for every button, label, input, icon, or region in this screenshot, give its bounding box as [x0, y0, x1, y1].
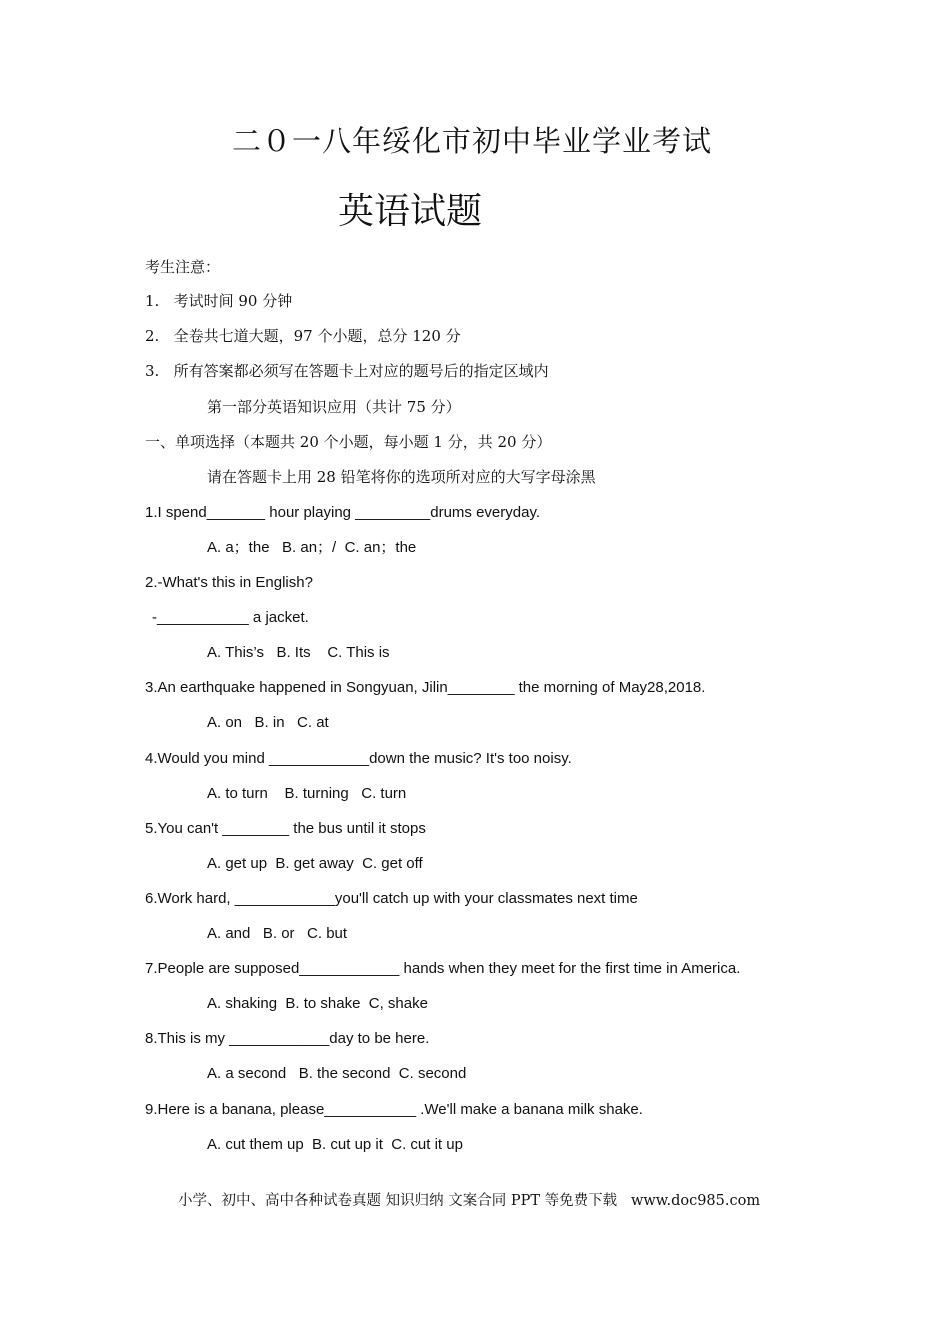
notice-item-2: 2. 全卷共七道大题，97 个小题，总分 120 分 [145, 327, 461, 345]
question-8-options: A. a second B. the second C. second [207, 1065, 467, 1082]
notice-item-3: 3. 所有答案都必须写在答题卡上对应的题号后的指定区域内 [145, 362, 549, 380]
exam-title: 二０一八年绥化市初中毕业学业考试 [232, 124, 713, 158]
section-heading: 一、单项选择（本题共 20 个小题，每小题 1 分，共 20 分） [145, 433, 552, 451]
question-6: 6.Work hard, ____________you'll catch up with your classmates next time [145, 890, 638, 907]
question-8: 8.This is my ____________day to be here. [145, 1030, 430, 1047]
page-footer: 小学、初中、高中各种试卷真题 知识归纳 文案合同 PPT 等免费下载 www.doc985.com [178, 1193, 761, 1209]
question-1-options: A. a；the B. an；/ C. an；the [207, 539, 417, 556]
question-2: 2.-What's this in English? [145, 574, 313, 591]
question-2-answer-line: -___________ a jacket. [152, 609, 309, 626]
question-7-options: A. shaking B. to shake C, shake [207, 995, 428, 1012]
question-1: 1.I spend_______ hour playing _________drums everyday. [145, 504, 541, 521]
notice-heading: 考生注意： [145, 258, 221, 276]
question-7: 7.People are supposed____________ hands when they meet for the first time in America. [145, 960, 741, 977]
exam-subject-title: 英语试题 [338, 191, 483, 232]
question-5-options: A. get up B. get away C. get off [207, 855, 423, 872]
question-3-options: A. on B. in C. at [207, 714, 329, 731]
part-heading: 第一部分英语知识应用（共计 75 分） [207, 398, 461, 416]
question-4: 4.Would you mind ____________down the music? It's too noisy. [145, 750, 572, 767]
question-2-options: A. This’s B. Its C. This is [207, 644, 390, 661]
notice-item-1: 1. 考试时间 90 分钟 [145, 292, 293, 310]
question-5: 5.You can't ________ the bus until it stops [145, 820, 426, 837]
question-9-options: A. cut them up B. cut up it C. cut it up [207, 1136, 463, 1153]
section-instruction: 请在答题卡上用 28 铅笔将你的选项所对应的大写字母涂黑 [207, 468, 596, 486]
question-4-options: A. to turn B. turning C. turn [207, 785, 407, 802]
question-3: 3.An earthquake happened in Songyuan, Jilin________ the morning of May28,2018. [145, 679, 706, 696]
question-9: 9.Here is a banana, please___________ .We'll make a banana milk shake. [145, 1101, 643, 1118]
question-6-options: A. and B. or C. but [207, 925, 348, 942]
